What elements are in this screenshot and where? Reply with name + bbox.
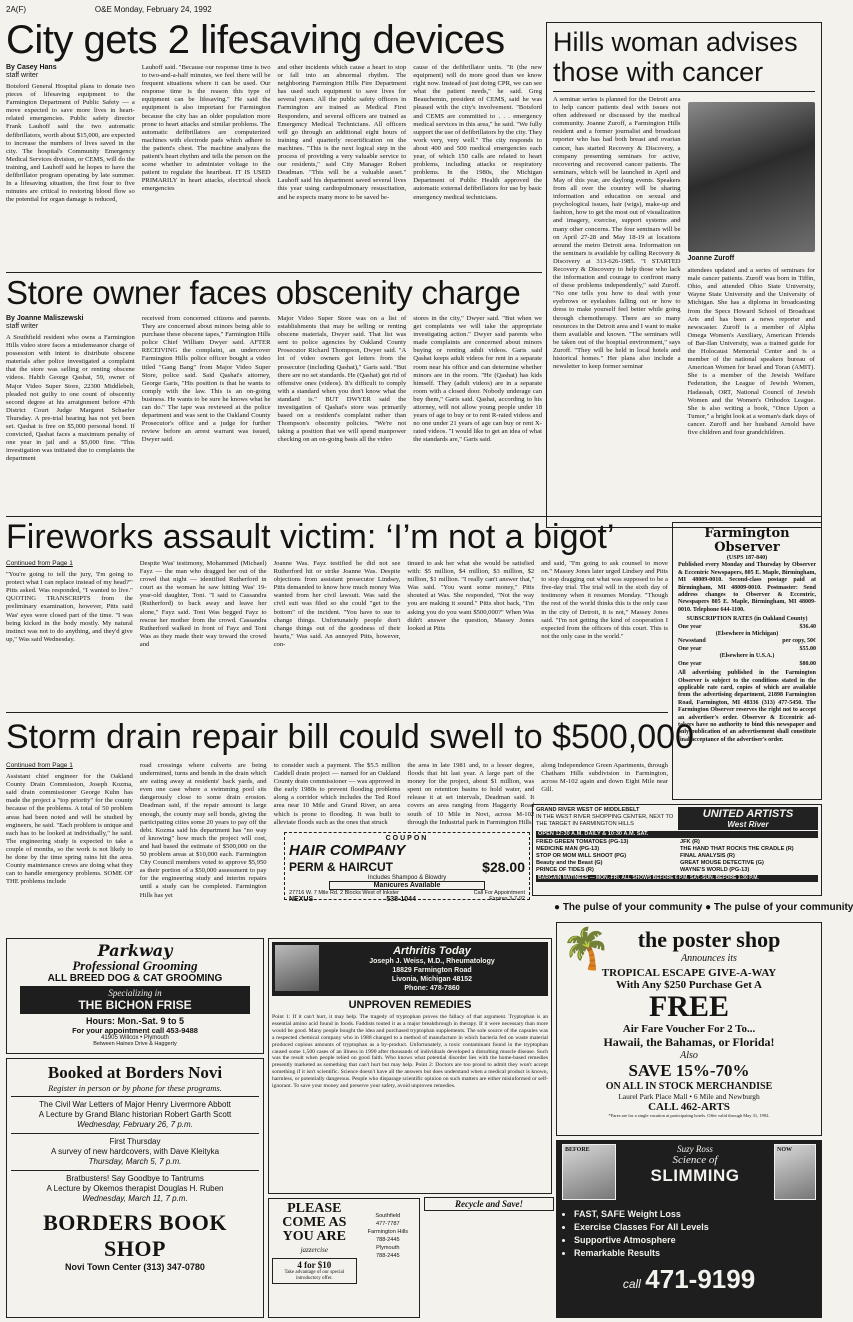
arthritis-heading: UNPROVEN REMEDIES [348, 999, 472, 1011]
fireworks-continued: Continued from Page 1 [6, 560, 73, 567]
fireworks-headline: Fireworks assault victim: ‘I’m not a bigot’ [6, 518, 615, 556]
obscenity-col-3: Major Video Super Store was on a list of establishments that may be selling or renting obscene materials, Dwyer said. That list was sent to police agencies by Oakland County Prosecutor Richard Thompson, Dwyer said. "A lot of video owners got letters from the prosecutor (including Qashat)," Garis said. "But there are no set standards. He (Qashat) got rid of offensive ones (videos). It's difficult to comply with a standard when you don't know what the standard is." BUT DWYER said the investigation of Qashat's store was primarily based on a resident's complaint rather than Thompson's obscenity policies. "We're not taking a position that we will spend manpower checking on an on-going basis all the video [277, 315, 407, 444]
cancer-text-2: attendees updated and a series of seminars for male cancer patients. Zuroff was born in Tiffin, Ohio, and attended Ohio State University, Wayne State University and the University of Michigan. She has a diploma in broadcasting from the Specs Howard School of Broadcast Arts and has been a news reporter and newscaster. Zuroff is a member of Alpha Omega Women's Auxiliary, American Friends of Bar-Ilan University, was a trained guide for the Holocaust Memorial Center and is a member of the national speakers bureau of American Women for Israel and Toran (AMIT). She is a member of the Jewish Welfare Federation, the League of Jewish Women, Hadassah, ORT, National Council of Jewish Women and the Women's Orthodox League. She is also writing a book, "Once Upon a Tumor," a bright look at a woman's dark days of cancer. Zuroff and her husband Arnold have five children and four grandchildren. [687, 267, 815, 436]
borders-ad [6, 1058, 264, 1318]
fireworks-col-2: Despite Was' testimony, Mohammed (Michael) Fayz — the man who dragged her out of the crowd that night — identified Rutherford in court as the woman he saw hitting Was' 19-year-old daughter, Toni. "I said to Cassandra (Rutherford) to back away and leave her alone," Fayz said. Toni Was begged Fayz to rescue her mother from the crowd. Cassandra Rutherford walked in front of Fayz and Toni Was as they made their way toward the crowd and [139, 560, 267, 648]
theater-location-detail: IN THE WEST RIVER SHOPPING CENTER, NEXT TO THE TARGET IN FARMINGTON HILLS [536, 814, 674, 827]
theater-banner: OPEN 12:30 A.M. DAILY & 10:30 A.M. SAT. [536, 831, 818, 838]
parkway-cross: Between Haines Drive & Haggerty [93, 1041, 177, 1047]
subscription-heading: SUBSCRIPTION RATES (in Oakland County) [686, 616, 808, 623]
poster-announces: Announces its [681, 953, 737, 964]
before-photo: BEFORE [562, 1144, 616, 1200]
hair-company-ad [284, 832, 530, 903]
obscenity-col-1 [6, 315, 135, 507]
obscenity-text-1: A Southfield resident who owns a Farmington Hills video store faces a misdemeanor charge of possession with intent to distribute obscene materials after police investigated a complaint that the store was selling or renting obscene videos. Habib George Qashat, 59, owner of Major Video Super Store, 22300 Middlebelt, pleaded not guilty to one count of obscenity second degree at his arraignment before 47th District Court Judge Margaret Schaefer Thursday. A pre-trial hearing has not yet been set. Qashat is free on $5,000 personal bond. If convicted, Qashat faces a maximum penalty of one year in jail and a $5,000 fine. "This investigation was initiated due to complaints the department [6, 334, 135, 463]
poster-also: Also [680, 1050, 698, 1061]
parkway-phone: For your appointment call 453-9488 [72, 1026, 198, 1035]
lifesaving-article [6, 20, 542, 268]
now-photo: NOW [774, 1144, 816, 1200]
arthritis-ad [268, 938, 552, 1194]
theater-ad [532, 804, 822, 896]
fireworks-text-1: "You're going to tell the jury, 'I'm going to protect what I can replace instead of my head?'" Pitts asked. Was responded, "I wanted to live." QUOTING TRANSCRIPTS from the preliminary examination, however, Pitts said Was' eyes were closed part of the time. "I was being kicked in the body mostly. My natural instinct was not to do anything, and they'd give up," Was said Wednesday. [6, 571, 133, 643]
borders-event-1: The Civil War Letters of Major Henry Livermore Abbott A Lecture by Grand Blanc historian Robert Garth Scott Wednesday, February 26, 7 p.m. [38, 1100, 232, 1129]
masthead-body: Published every Monday and Thursday by Observer & Eccentric Newspapers, 805 E. Maple, Birmingham, MI 48009-0010. Second-class postage paid at Birmingham, MI 48009-0010. Postmaster: Send address changes to Observer & Eccentric, Newspapers 805 E. Maple, Birmingham, MI 48009-0010. Telephone 644-1100. [678, 562, 816, 613]
lifesaving-headline: City gets 2 lifesaving devices [6, 18, 505, 62]
parkway-hours: Hours: Mon.-Sat. 9 to 5 [85, 1016, 184, 1026]
lifesaving-col-1 [6, 64, 135, 260]
arthritis-address: 18829 Farmington Road [392, 967, 472, 974]
obscenity-byline: By Joanne Maliszewski staff writer [6, 315, 84, 330]
parkway-tagline: Professional Grooming [72, 958, 198, 973]
doctor-photo [275, 945, 319, 991]
slim-phone: 471-9199 [645, 1264, 756, 1294]
joanne-zuroff-photo [688, 102, 816, 252]
borders-logo: BORDERS BOOK SHOP [43, 1210, 227, 1261]
comeas-offer-box: 4 for $10 Take advantage of our special introductory offer. [272, 1258, 357, 1284]
masthead-box [672, 522, 822, 800]
recycle-banner: Recycle and Save! [424, 1197, 554, 1211]
poster-giveaway: TROPICAL ESCAPE GIVE-A-WAY [601, 967, 777, 979]
borders-footer: Novi Town Center (313) 347-0780 [65, 1262, 205, 1272]
cancer-col-1: A seminar series is planned for the Detroit area to help cancer patients deal with issues not often addressed or discussed by the medical community. Joanne Zuroff, a Farmington Hills resident and a former journalist and broadcast reporter who has had both breast and ovarian cancer, has started Recovery & Discovery, a company presenting seminars for active, recovering and recovered cancer patients. The seminars, which will be launched in April and May of this year, are daylong events. Speakers from all over the country will be sharing information and education on sexual and psychological issues, hair (wigs), make-up and fashion, how to get the most out of visualization and imagery, exercise, support systems and many other concerns. The four seminars will be on April 27-28 and May 18-19 at locations around the metro Detroit area. Information on the seminars is available by calling Recovery & Discovery at 313-626-1985. "I STARTED Recovery & Discovery to help those who lack the information and courage to confront many of these problems independently," said Zuroff. "No one tells you how to deal with your eyebrows or eyelashes falling out or how to dress to make yourself feel better while going through chemotherapy. There are so many resources in the Detroit area and I want to make them available and known. "The seminars will be taken out of the hospital environment," says Zuroff. "They will be held in local hotels and historical homes." Her plans also include a newsletter to keep former seminar [553, 96, 681, 371]
obscenity-col-2: received from concerned citizens and parents. They are concerned about minors being able to purchase these obscene tapes," Farmington Hills police Chief William Dwyer said. AFTER RECEIVING the complaint, an undercover Farmington Hills police officer bought a video titled "Gang Bang" from Major Video Super Store, police said. Said Qashat's attorney, George Garis, "His position is that he wants to comply with the law. This is an on-going business. He wants to be sure he knows what he can do." The tape was reviewed at the police department and was sent to the Oakland County Prosecutor's office and a judge for further review before an arrest warrant was issued, Dwyer said. [141, 315, 271, 444]
arthritis-body: Point 1: If it can't hurt, it may help. The tragedy of tryptophan proves the fallacy of that argument. Tryptophan is an essential amino acid found in foods. Faddists touted it as a major breakthrough in therapy. If it were necessary than more would be good. Many people bought the idea and purchased tryptophan supplements. The sole source of the capsules was a respected chemical company who in 1988 changed to a method of manufacture in which bacteria fed on waste material produced copious amounts of tryptophan as a by-product. Unfortunately, a toxic contaminant found in the tryptophan caused some 1,500 cases of an illness in 1990 after thousands of individuals developed a disturbing muscle disease. Such was the result when people relied on good faith. Who knows what potential disorder lies with the home-based remedies presently marketed as something that can't hurt but may help. Point 2: Doctors are too proud to admit they won't accept something if it isn't scientific. Science doesn't have all the answers but does understand when a medical product is known, harmless, or potentially dangerous. People who disparage scientific opinion on such matters are either misinformed or self-ignorant. To save your money and preserve your safety, avoid unproven remedies. [272, 1014, 548, 1090]
masthead-title: Farmington Observer [704, 526, 790, 555]
borders-subtitle: Register in person or by phone for these programs. [48, 1083, 222, 1093]
storm-continued: Continued from Page 1 [6, 762, 73, 769]
hair-phone: 538-1044 [386, 896, 416, 903]
lifesaving-col-3: and other incidents which cause a heart to stop or fall into an abnormal rhythm. The neighboring Farmington Hills Fire Department has used such equipment to save lives for several years. All the public safety officers in Farmington are trained as Medical First Responders, and several officers are trained as Emergency Medical Technicians. All officers will go through an additional eight hours of training and quarterly recertification on the machines. "This is the next logical step in the process of providing a very valuable service to our residents," said City Manager Robert Deadman. "This will be a valuable asset." Lauhoff said his department saved several lives this year using cardiopulmonary resuscitation, and he expects many more to be saved be- [277, 64, 407, 201]
borders-event-2: First Thursday A survey of new hardcovers, with Dave Kleityka Thursday, March 5, 7 p.m. [50, 1137, 220, 1166]
slimming-ad [556, 1140, 822, 1318]
masthead-footer: All advertising published in the Farmington Observer is subject to the conditions stated in the applicable rate card, copies of which are available from the advertising department, 21898 Farmington Road, Farmington, MI 48336 (313) 477-5450. The Farmington Observer reserves the right not to accept an advertiser's order. Observer & Eccentric ad-takers have no authority to bind this newspaper and only publication of an advertisement shall constitute final acceptance of the advertiser's order. [678, 670, 816, 743]
hair-brand: NEXUS [289, 896, 314, 903]
parkway-ad [6, 938, 264, 1054]
hair-appointment: Call For Appointment [473, 890, 525, 896]
poster-call: CALL 462-ARTS [648, 1101, 730, 1113]
fireworks-col-3: Joanne Was. Fayz testified he did not see Rutherford hit or strike Joanne Was. Despite objections from assistant prosecutor Lindsey, Pitts demanded to know how much money Was wanted from her civil lawsuit. Was said the civil suit was filed so she could "get to the bottom" of the incident. "You have to sue to change things. Unfortunately people don't change things out of the goodness of their hearts," Was said. An annoyed Pitts, however, con- [273, 560, 401, 648]
pulse-banner: ● The pulse of your community ● The pulse of your community [554, 902, 853, 913]
cancer-headline: Hills woman advises those with cancer [553, 27, 798, 87]
folio: 2A(F) O&E Monday, February 24, 1992 [6, 5, 212, 14]
parkway-name: Parkway [97, 941, 173, 960]
parkway-line: ALL BREED DOG & CAT GROOMING [47, 973, 223, 984]
arthritis-header [272, 942, 548, 996]
borders-event-3: Bratbusters! Say Goodbye to Tantrums A Lecture by Okemos therapist Douglas H. Ruben Wednesday, March 11, 7 p.m. [46, 1174, 224, 1203]
pulse-dot-icon: ● [554, 902, 561, 913]
lifesaving-col-2: Lauhoff said. "Because our response time is two to two-and-a-half minutes, we feel there will be frequent situations where it can be used. Our response time is the reason this type of equipment can be lifesaving." He said the equipment is also important for Farmington because the city has an older population more prone to heart attacks and similar problems. The automatic defibrillators are computerized machines with electrode pads which adhere to the patient's chest. The machine analyzes the patient's heart rhythm and tells the person on the scene whether to administer voltage to the patient to regulate the heartbeat. IT IS USED PRIMARILY in heart attacks, electrical shock emergencies [141, 64, 271, 193]
storm-headline: Storm drain repair bill could swell to $500,000 [6, 718, 694, 756]
theater-location: GRAND RIVER WEST OF MIDDLEBELT [536, 807, 640, 813]
parkway-address: 41905 Willcox • Plymouth [101, 1035, 169, 1041]
poster-shop-ad [556, 922, 822, 1136]
comeas-headline: PLEASE COME AS YOU ARE [282, 1201, 347, 1244]
hair-address: 27716 W. 7 Mile Rd. 2 Blocks West of Inkster [289, 890, 399, 896]
slim-bullets: • FAST, SAFE Weight Loss • Exercise Classes For All Levels • Supportive Atmosphere • Remarkable Results [562, 1208, 816, 1260]
photo-caption: Joanne Zuroff [687, 255, 735, 262]
fireworks-col-1 [6, 560, 133, 700]
lifesaving-text-1: Botsford General Hospital plans to donate two pieces of lifesaving equipment to the Farmington Department of Public Safety — a move expected to save more lives in heart-related emergencies. Public safety director Frank Lauhoff said the two automatic defibrillators, worth about $15,000, are expected to increase the numbers of lives saved in the city. The hospital's Community Emergency Medical Services division, or CEMS, will do the training, and Lauhoff said he hopes to have the defibrillator program operating by late summer. In a lifesaving situation, the first four to five minutes are critical to restoring blood flow so the potential for organ damage is reduced, [6, 83, 135, 204]
storm-text-1: Assistant chief engineer for the Oakland County Drain Commission, Joseph Kozma, said drain commissioner George Kuhn has made the project a "top priority" for the county because of the problems. A total of 50 problem areas had been noted and will be studied by engineers, he said. "Each problem is unique and each has to be looked at individually," he said. The engineering study is expected to take a couple of months, so the work is not likely to be done by the time spring rains hit the area. County maintenance crews are doing what they can to handle emergency problems. SOME OF THE problems include [6, 773, 133, 886]
arthritis-title: Arthritis Today [393, 945, 471, 957]
parkway-specialty-banner: Specializing in THE BICHON FRISE [20, 986, 250, 1014]
hair-price: $28.00 [482, 859, 525, 875]
poster-save: SAVE 15%-70% [628, 1061, 750, 1080]
comeas-brand: jazzercise [300, 1246, 328, 1254]
slim-call: call 471-9199 [622, 1264, 756, 1294]
storm-col-4: the area in late 1981 and, to a lesser degree, floods that hit last year. A large part of the money for the project, about $1 million, was spent on retention basins to hold water, and release it at set intervals, Deadman said. It covers an area ranging from Haggerty Road south of 10 Mile in Novi, across M-102 through the Industrial park in Farmington Hills, [407, 762, 535, 826]
poster-fine-print: *Fares are for a single vacation at participating hotels. Offer valid through May 31, 1992. [608, 1113, 770, 1118]
storm-col-5: along Independence Green Apartments, through Chatham Hills subdivision in Farmington, across M-102 again and down Eight Mile near Gill. [541, 762, 668, 794]
hair-expires: Expires 3-7-92 [489, 896, 525, 902]
borders-title: Booked at Borders Novi [47, 1063, 223, 1082]
slim-title-pre: Science of [672, 1154, 718, 1166]
rates-list: One year $36.40 (Elsewhere in Michigan) Newsstand per copy, 50¢ One year $55.00 (Elsewhere in U.S.A.) One year $80.00 [678, 623, 816, 667]
poster-title: the poster shop [637, 927, 781, 952]
obscenity-article [6, 276, 542, 512]
fireworks-article [6, 520, 668, 710]
arthritis-city: Livonia, Michigan 48152 [391, 976, 473, 983]
slim-brand: Suzy Ross [677, 1144, 713, 1154]
jazzercise-ad [268, 1198, 420, 1318]
movie-list-right: JFK (R) THE HAND THAT ROCKS THE CRADLE (R) FINAL ANALYSIS (R) GREAT MOUSE DETECTIVE (G) WAYNE'S WORLD (PG-13) [680, 839, 794, 873]
fireworks-col-5: and said, "I'm going to ask counsel to move on." Massey Jones later urged Lindsey and Pitts to stop dragging out what was supposed to be a five-day trial. The trial will in the sixth day of testimony when it resumes Monday. "Though the rest of the world thinks this is the only case in the city of Detroit, it is not," Massey Jones said. "I'm not getting the kind of cooperation I expected from the officers of this court. This is not the only case in the world." [541, 560, 668, 640]
cancer-col-2 [688, 96, 816, 526]
coupon-label: COUPON [385, 835, 429, 842]
arthritis-phone: Phone: 478-7860 [404, 985, 460, 992]
lifesaving-byline: By Casey Hans staff writer [6, 64, 57, 79]
storm-col-1 [6, 762, 133, 932]
comeas-locations: Southfield 477-7787 Farmington Hills 788-2445 Plymouth 788-2445 [367, 1213, 408, 1259]
poster-purchase: With Any $250 Purchase Get A [616, 979, 762, 991]
united-artists-logo: UNITED ARTISTS West River [678, 807, 818, 830]
storm-col-2: road crossings where culverts are being undermined, turns and bends in the drain which are eating away at residents' back yards, and even one case where a swimming pool sits dangerously close to some drain erosion. Deadman said, if the repair amount is large enough, the county may sell bonds, giving the participating cities some 20 years to pay off the debt. Kozma said his department has "no way of knowing" how much the project will cost, and had based the estimate of $500,000 on the 50 problem areas at $10,000 each. Farmington City Council members voted to approve $5,950 as their portion of a $50,000 assessment to pay for the engineering study and interim repairs until a study can be completed. Farmington Hills has yet [139, 762, 267, 899]
movie-list-left: FRIED GREEN TOMATOES (PG-13) MEDICINE MAN (PG-13) STOP OR MOM WILL SHOOT (PG) Beauty and the Beast (G) PRINCE OF TIDES (R) [536, 839, 629, 873]
masthead-usps: (USPS 187-840) [726, 555, 768, 561]
hair-offer: PERM & HAIRCUT [289, 860, 393, 874]
theater-footer: BARGAIN MATINEES — MON.-FRI. ALL SHOWS BEFORE 6 P.M. SAT.-SUN. BEFORE 1:30 P.M. [536, 875, 818, 882]
hair-manicures: Manicures Available [329, 881, 485, 890]
palm-tree-icon: 🌴 [561, 926, 611, 971]
fireworks-col-4: tinued to ask her what she would be satisfied with: $5 million, $4 million, $3 million, $2 million, $1 million. "I really can't answer that," Was said. "You want some money," Pitts shouted at Was. She responded, "Not the way you are making it sound." Pitts shot back, "I'm asking you do you want $500,000?" When Was didn't answer the question, Massey Jones looked at Pitts [407, 560, 535, 632]
pulse-dot-icon: ● [705, 902, 712, 913]
hair-includes: Includes Shampoo & Blowdry [367, 875, 447, 881]
obscenity-col-4: stores in the city," Dwyer said. "But when we get complaints we will take the appropriate investigating action." Dwyer said parents who made complaints are concerned about minors buying or renting adult videos. Garis said Qashat keeps adult videos for rent in a separate room near his office and can determine whether minors are in the room. "He (Qashat) has kids himself. They (adult videos) are in a separate room with a closed door. Nobody underage can buy them," Garis said. Qashat, according to his attorney, will not allow young people under 18 years of age to buy or to rent R-rated videos and no one under 21 years of age can buy or rent X-rated videos. "I would like to get an idea of what the standards are," Garis said. [413, 315, 542, 444]
poster-free: FREE [648, 990, 729, 1023]
poster-voucher: Air Fare Voucher For 2 To... [622, 1023, 756, 1035]
poster-places: Hawaii, the Bahamas, or Florida! [603, 1035, 775, 1049]
obscenity-headline: Store owner faces obscenity charge [6, 274, 521, 311]
hair-company-name: HAIR COMPANY [289, 842, 406, 859]
poster-place: Laurel Park Place Mall • 6 Mile and Newburgh [618, 1092, 760, 1101]
poster-stock: ON ALL IN STOCK MERCHANDISE [605, 1081, 773, 1092]
lifesaving-col-4: cause of the defibrillator units. "It (the new equipment) will do more good than we know right now. Instead of just doing CPR, we can see what the patient needs," he said. Greg Beauchemin, president of CEMS, said he was pleased with the city's involvement. "Botsford and CEMS are committed to . . . emergency medical services in this area," he said. "We fully support the use of defibrillators by the city. They work very, very well." The city responds to about 400 and 500 medical emergencies each year, of which 150 calls are related to heart problems, including attacks or respiratory problems. In the 1980s, the Michigan Department of Public Health approved the automatic external defibrillators for use by basic emergency medical technicians. [413, 64, 542, 201]
slim-title: SLIMMING [650, 1166, 740, 1185]
arthritis-doctor: Joseph J. Weiss, M.D., Rheumatology [369, 958, 495, 965]
cancer-article [546, 22, 822, 528]
storm-col-3: to consider such a payment. The $5.5 million Caddell drain project — named for an Oakland County drain commissioner — was approved in the early 1980s to prevent flooding problems along a corridor which includes the Ted Roof area near 10 Mile and Grand River, an area which is prone to flooding. It was built to alleviate floods such as the ones that struck [273, 762, 401, 826]
